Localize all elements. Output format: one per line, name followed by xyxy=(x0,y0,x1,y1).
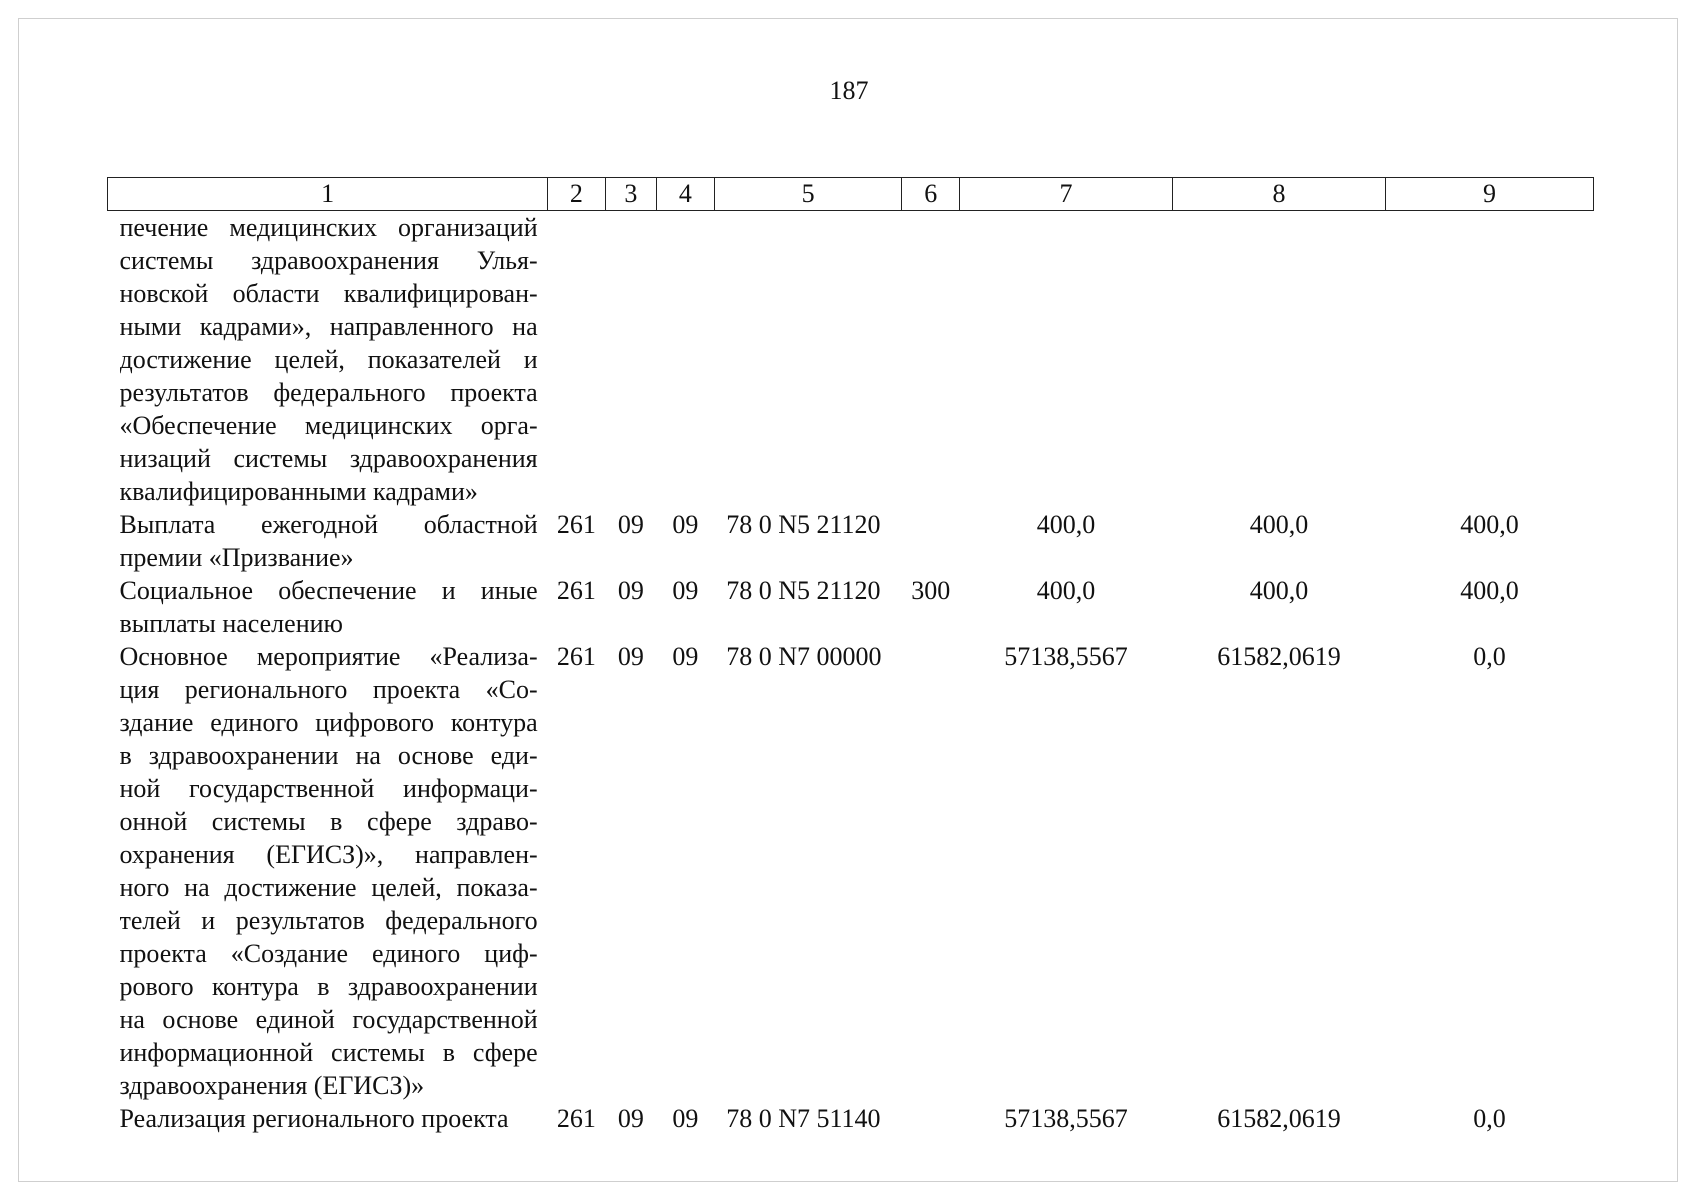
row-amount-year-1 xyxy=(959,211,1172,509)
table-row xyxy=(108,1102,1594,1135)
row-amount-year-2: 61582,0619 xyxy=(1217,642,1341,671)
row-amount-year-3: 0,0 xyxy=(1473,642,1506,671)
description-line: информационной системы в сфере xyxy=(119,1038,538,1067)
row-amount-year-2 xyxy=(1172,211,1385,509)
row-expense-type xyxy=(902,508,960,574)
row-section-code: 09 xyxy=(617,1104,644,1133)
description-line: онной системы в сфере здраво- xyxy=(119,807,538,836)
description-line: Выплата ежегодной областной xyxy=(119,510,538,539)
description-line: проекта «Создание единого циф- xyxy=(119,939,538,968)
row-description xyxy=(108,508,548,574)
description-line: здание единого цифрового контура xyxy=(119,708,538,737)
row-amount-year-3 xyxy=(1385,211,1593,509)
row-subsection-code: 09 xyxy=(672,1104,699,1133)
row-target-article: 78 0 N5 21120 xyxy=(726,510,881,539)
row-subsection-code: 09 xyxy=(672,510,699,539)
row-description xyxy=(108,1102,548,1135)
row-amount-year-3: 400,0 xyxy=(1460,510,1519,539)
column-header-2: 2 xyxy=(548,178,606,211)
description-line: на основе единой государственной xyxy=(119,1005,538,1034)
description-line: охранения (ЕГИСЗ)», направлен- xyxy=(119,840,538,869)
row-target-article: 78 0 N7 51140 xyxy=(726,1104,881,1133)
description-line: Реализация регионального проекта xyxy=(119,1104,509,1133)
column-header-1: 1 xyxy=(108,178,548,211)
description-line: ными кадрами», направленного на xyxy=(119,312,538,341)
row-amount-year-1: 57138,5567 xyxy=(1004,642,1128,671)
description-line: в здравоохранении на основе еди- xyxy=(119,741,538,770)
description-line: ного на достижение целей, показа- xyxy=(119,873,538,902)
row-subsection-code: 09 xyxy=(672,576,699,605)
description-line: ция регионального проекта «Со- xyxy=(119,675,538,704)
description-line: премии «Призвание» xyxy=(119,543,354,572)
description-line: квалифицированными кадрами» xyxy=(119,477,478,506)
row-subsection-code xyxy=(657,211,715,509)
row-description xyxy=(108,574,548,640)
row-amount-year-3: 0,0 xyxy=(1473,1104,1506,1133)
description-line: достижение целей, показателей и xyxy=(119,345,538,374)
table-row xyxy=(108,640,1594,1102)
budget-table xyxy=(107,177,1594,1135)
table-header-row xyxy=(108,178,1594,211)
description-line: результатов федерального проекта xyxy=(119,378,538,407)
row-description xyxy=(108,640,548,1102)
row-target-article: 78 0 N5 21120 xyxy=(726,576,881,605)
row-amount-year-2: 400,0 xyxy=(1249,510,1309,539)
description-line: Основное мероприятие «Реализа- xyxy=(119,642,538,671)
table-row xyxy=(108,508,1594,574)
table-row xyxy=(108,574,1594,640)
description-line: низаций системы здравоохранения xyxy=(119,444,538,473)
row-admin-code: 261 xyxy=(556,576,596,605)
description-line: рового контура в здравоохранении xyxy=(119,972,538,1001)
row-target-article: 78 0 N7 00000 xyxy=(726,642,882,671)
row-admin-code: 261 xyxy=(556,642,596,671)
description-line: новской области квалифицирован- xyxy=(119,279,538,308)
row-expense-type: 300 xyxy=(911,576,951,605)
row-target-article xyxy=(714,211,902,509)
row-expense-type xyxy=(902,640,960,1102)
row-section-code xyxy=(605,211,656,509)
description-line: здравоохранения (ЕГИСЗ)» xyxy=(119,1071,425,1100)
page-number: 187 xyxy=(829,76,869,105)
row-amount-year-3: 400,0 xyxy=(1460,576,1519,605)
row-expense-type xyxy=(902,211,960,509)
description-line: печение медицинских организаций xyxy=(119,213,538,242)
column-header-9: 9 xyxy=(1385,178,1593,211)
column-header-8: 8 xyxy=(1172,178,1385,211)
row-expense-type xyxy=(902,1102,960,1135)
row-section-code: 09 xyxy=(617,576,644,605)
row-amount-year-2: 400,0 xyxy=(1249,576,1309,605)
column-header-5: 5 xyxy=(714,178,902,211)
row-amount-year-1: 400,0 xyxy=(1036,510,1096,539)
row-section-code: 09 xyxy=(617,642,644,671)
column-header-6: 6 xyxy=(902,178,960,211)
row-amount-year-1: 57138,5567 xyxy=(1004,1104,1128,1133)
row-description xyxy=(108,211,548,509)
row-admin-code: 261 xyxy=(556,1104,596,1133)
row-amount-year-1: 400,0 xyxy=(1036,576,1096,605)
row-section-code: 09 xyxy=(617,510,644,539)
description-line: системы здравоохранения Улья- xyxy=(119,246,538,275)
row-admin-code: 261 xyxy=(556,510,596,539)
row-admin-code xyxy=(548,211,606,509)
description-line: телей и результатов федерального xyxy=(119,906,538,935)
description-line: ной государственной информаци- xyxy=(119,774,538,803)
column-header-4: 4 xyxy=(657,178,715,211)
table-row xyxy=(108,211,1594,509)
column-header-3: 3 xyxy=(605,178,656,211)
column-header-7: 7 xyxy=(959,178,1172,211)
description-line: Социальное обеспечение и иные xyxy=(119,576,538,605)
table-body xyxy=(108,211,1594,1136)
description-line: выплаты населению xyxy=(119,609,343,638)
row-amount-year-2: 61582,0619 xyxy=(1217,1104,1341,1133)
row-subsection-code: 09 xyxy=(672,642,699,671)
description-line: «Обеспечение медицинских орга- xyxy=(119,411,538,440)
